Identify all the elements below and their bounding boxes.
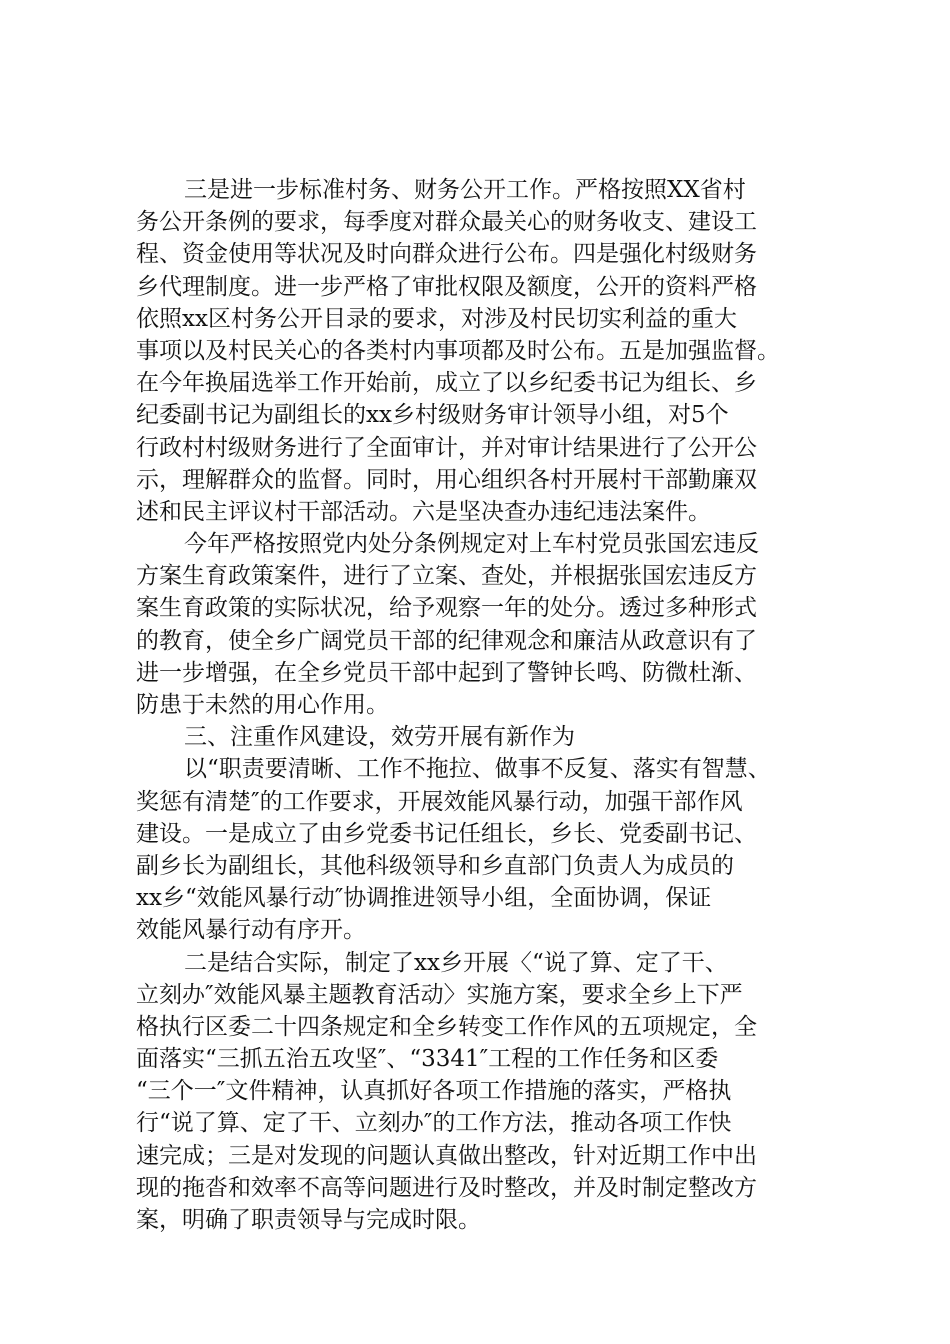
text-line: 速完成；三是对发现的问题认真做出整改，针对近期工作中出 bbox=[136, 1142, 757, 1169]
text-line: 立刻办″效能风暴主题教育活动〉实施方案，要求全乡上下严 bbox=[136, 981, 743, 1008]
text-line: 现的拖沓和效率不高等问题进行及时整改，并及时制定整改方 bbox=[136, 1174, 757, 1201]
text-line: 进一步增强，在全乡党员干部中起到了警钟长鸣、防微杜渐、 bbox=[136, 659, 757, 686]
text-line: 纪委副书记为副组长的xx乡村级财务审计领导小组，对5个 bbox=[136, 402, 729, 429]
text-line: 二是结合实际，制定了xx乡开展〈“说了算、定了干、 bbox=[184, 949, 728, 976]
text-line: 案，明确了职责领导与完成时限。 bbox=[136, 1207, 481, 1233]
text-line: 行政村村级财务进行了全面审计，并对审计结果进行了公开公 bbox=[136, 434, 757, 461]
text-line: 程、资金使用等状况及时向群众进行公布。四是强化村级财务 bbox=[136, 241, 757, 268]
text-line: 的教育，使全乡广阔党员干部的纪律观念和廉洁从政意识有了 bbox=[136, 627, 757, 654]
text-line: “三个一″文件精神，认真抓好各项工作措施的落实，严格执 bbox=[136, 1078, 732, 1105]
text-line: 依照xx区村务公开目录的要求，对涉及村民切实利益的重大 bbox=[136, 305, 737, 332]
text-line: 示，理解群众的监督。同时，用心组织各村开展村干部勤廉双 bbox=[136, 466, 757, 493]
text-line: xx乡“效能风暴行动″协调推进领导小组，全面协调，保证 bbox=[136, 885, 712, 912]
text-line: 方案生育政策案件，进行了立案、查处，并根据张国宏违反方 bbox=[136, 563, 757, 590]
text-line: 务公开条例的要求，每季度对群众最关心的财务收支、建设工 bbox=[136, 209, 757, 236]
text-line: 今年严格按照党内处分条例规定对上车村党员张国宏违反 bbox=[184, 531, 759, 558]
text-line: 三是进一步标准村务、财务公开工作。严格按照XX省村 bbox=[184, 177, 746, 203]
text-line: 防患于未然的用心作用。 bbox=[136, 692, 389, 718]
text-line: 案生育政策的实际状况，给予观察一年的处分。透过多种形式 bbox=[136, 595, 757, 622]
document-body bbox=[136, 174, 856, 1236]
text-line: 面落实“三抓五治五攻坚″、“3341″工程的工作任务和区委 bbox=[136, 1046, 719, 1073]
section-heading: 三、注重作风建设，效劳开展有新作为 bbox=[184, 724, 575, 751]
text-line: 行“说了算、定了干、立刻办″的工作方法，推动各项工作快 bbox=[136, 1110, 732, 1137]
text-line: 副乡长为副组长，其他科级领导和乡直部门负责人为成员的 bbox=[136, 852, 734, 879]
text-line: 以“职责要清晰、工作不拖拉、做事不反复、落实有智慧、 bbox=[184, 756, 771, 783]
text-line: 事项以及村民关心的各类村内事项都及时公布。五是加强监督。 bbox=[136, 337, 780, 364]
text-line: 述和民主评议村干部活动。六是坚决查办违纪违法案件。 bbox=[136, 498, 711, 525]
text-line: 奖惩有清楚″的工作要求，开展效能风暴行动，加强干部作风 bbox=[136, 788, 743, 815]
text-line: 格执行区委二十四条规定和全乡转变工作作风的五项规定，全 bbox=[136, 1013, 757, 1040]
text-line: 建设。一是成立了由乡党委书记任组长，乡长、党委副书记、 bbox=[136, 820, 757, 847]
text-line: 乡代理制度。进一步严格了审批权限及额度，公开的资料严格 bbox=[136, 273, 757, 300]
text-line: 效能风暴行动有序开。 bbox=[136, 917, 366, 944]
text-line: 在今年换届选举工作开始前，成立了以乡纪委书记为组长、乡 bbox=[136, 370, 757, 397]
